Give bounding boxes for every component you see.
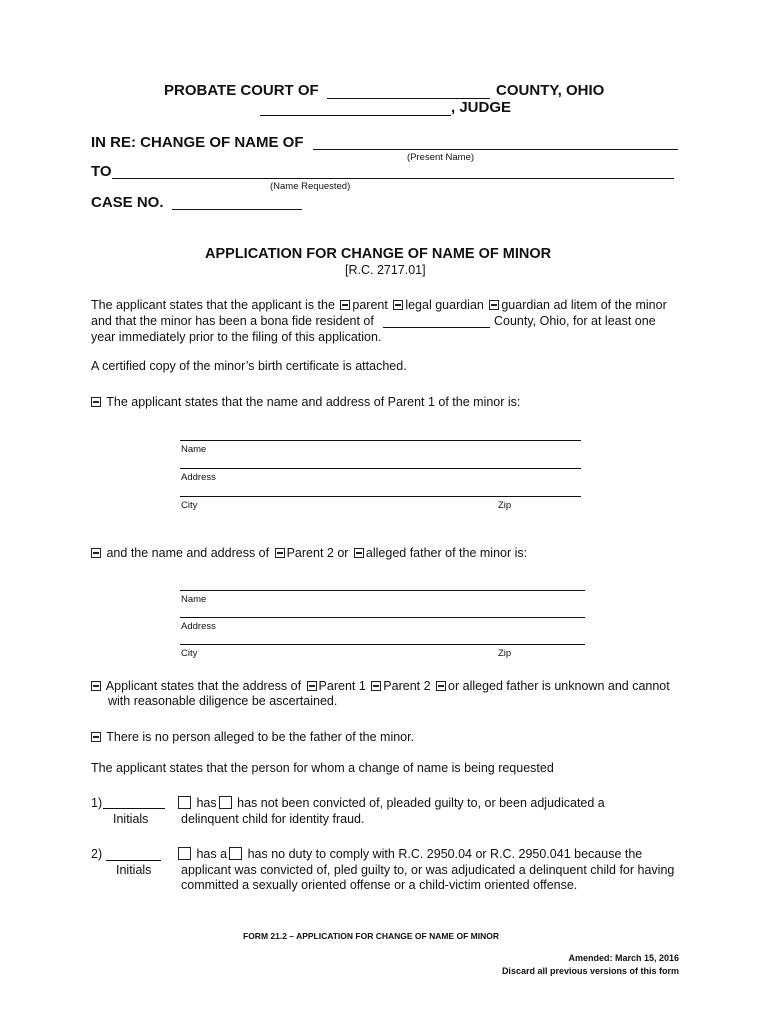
case-number-field[interactable] (172, 209, 302, 210)
item1-text-line-1: has not been convicted of, pleaded guilty to, or been adjudicated a (237, 796, 605, 810)
form-title: APPLICATION FOR CHANGE OF NAME OF MINOR (205, 246, 552, 262)
item1-row (176, 796, 605, 810)
item2-has-label: has a (196, 847, 228, 861)
unknown-alleged-father-checkbox[interactable] (436, 681, 446, 691)
item2-text-line-1: has no duty to comply with R.C. 2950.04 or R.C. 2950.041 because the (247, 847, 643, 861)
parent1-zip-label: Zip (498, 500, 512, 511)
item2-initials-field[interactable] (106, 860, 161, 861)
parent2-statement-row (89, 546, 527, 560)
unknown-parent1-checkbox[interactable] (307, 681, 317, 691)
parent2-name-label: Name (181, 594, 207, 605)
parent1-statement: The applicant states that the name and address of Parent 1 of the minor is: (106, 395, 521, 409)
unknown-address-checkbox[interactable] (91, 681, 101, 691)
parent2-zip-label: Zip (498, 648, 512, 659)
item1-initials-label: Initials (113, 812, 149, 826)
resident-county-field[interactable] (383, 327, 490, 328)
judge-suffix: , JUDGE (451, 99, 512, 116)
parent2-address-field[interactable] (180, 617, 585, 618)
item2-has-no-duty-checkbox[interactable] (229, 847, 242, 860)
parent2-name-field[interactable] (180, 590, 585, 591)
item2-text-line-3: committed a sexually oriented offense or a child-victim oriented offense. (181, 878, 578, 892)
parent1-city-label: City (181, 500, 198, 511)
court-suffix: COUNTY, OHIO (496, 82, 605, 99)
no-father-text: There is no person alleged to be the father of the minor. (106, 730, 415, 744)
unknown-address-row (89, 679, 670, 693)
intro-line-2b: County, Ohio, for at least one (494, 314, 656, 328)
court-prefix: PROBATE COURT OF (164, 82, 319, 99)
unknown-alleged-father-label: or alleged father is unknown and cannot (448, 679, 670, 693)
requested-intro: The applicant states that the person for whom a change of name is being requested (91, 761, 554, 775)
item1-number: 1) (91, 796, 103, 810)
requested-name-field[interactable] (112, 178, 674, 179)
parent1-statement-row (89, 395, 520, 409)
footer-discard: Discard all previous versions of this form (501, 966, 679, 976)
no-father-row (89, 730, 414, 744)
item1-has-label: has (196, 796, 217, 810)
unknown-parent2-label: Parent 2 (383, 679, 431, 693)
parent-checkbox[interactable] (340, 300, 350, 310)
birth-certificate-statement: A certified copy of the minor’s birth certificate is attached. (91, 359, 407, 373)
no-father-checkbox[interactable] (91, 732, 101, 742)
footer-form-title: FORM 21.2 – APPLICATION FOR CHANGE OF NAME OF MINOR (243, 931, 499, 941)
parent2-section-checkbox[interactable] (91, 548, 101, 558)
parent1-address-field[interactable] (180, 468, 581, 469)
judge-name-field[interactable] (260, 115, 451, 116)
name-requested-caption: (Name Requested) (270, 181, 351, 192)
parent2-option-label: Parent 2 or (286, 546, 349, 560)
footer-amended: Amended: March 15, 2016 (568, 953, 679, 963)
intro-text: The applicant states that the applicant is the (91, 298, 335, 312)
unknown-parent1-label: Parent 1 (318, 679, 366, 693)
intro-line-3: year immediately prior to the filing of this application. (91, 330, 382, 344)
in-re-label: IN RE: CHANGE OF NAME OF (91, 134, 304, 151)
guardian-ad-litem-option-label: guardian ad litem of the minor (501, 298, 667, 312)
item2-initials-label: Initials (116, 863, 152, 877)
parent1-address-label: Address (181, 472, 216, 483)
item2-text-line-2: applicant was convicted of, pled guilty to, or was adjudicated a delinquent child for having (181, 863, 675, 877)
parent2-city-zip-field[interactable] (180, 644, 585, 645)
legal-guardian-checkbox[interactable] (393, 300, 403, 310)
parent-option-label: parent (352, 298, 388, 312)
alleged-father-checkbox[interactable] (354, 548, 364, 558)
parent2-checkbox[interactable] (275, 548, 285, 558)
parent1-checkbox[interactable] (91, 397, 101, 407)
item2-row (176, 847, 642, 861)
item1-initials-field[interactable] (103, 808, 165, 809)
item1-text-line-2: delinquent child for identity fraud. (181, 812, 365, 826)
parent1-name-field[interactable] (180, 440, 581, 441)
guardian-ad-litem-checkbox[interactable] (489, 300, 499, 310)
unknown-address-line-2: with reasonable diligence be ascertained. (108, 694, 338, 708)
parent2-city-label: City (181, 648, 198, 659)
item2-has-checkbox[interactable] (178, 847, 191, 860)
parent2-statement: and the name and address of (106, 546, 270, 560)
intro-line-1 (91, 298, 667, 312)
item1-has-not-checkbox[interactable] (219, 796, 232, 809)
present-name-field[interactable] (313, 149, 678, 150)
present-name-caption: (Present Name) (407, 152, 475, 163)
to-label: TO (91, 163, 112, 180)
statute-ref: [R.C. 2717.01] (345, 263, 426, 277)
alleged-father-option-label: alleged father of the minor is: (365, 546, 528, 560)
item1-has-checkbox[interactable] (178, 796, 191, 809)
parent1-name-label: Name (181, 444, 207, 455)
case-no-label: CASE NO. (91, 194, 164, 211)
item2-number: 2) (91, 847, 103, 861)
unknown-parent2-checkbox[interactable] (371, 681, 381, 691)
legal-guardian-option-label: legal guardian (405, 298, 484, 312)
parent1-city-zip-field[interactable] (180, 496, 581, 497)
intro-line-2a: and that the minor has been a bona fide resident of (91, 314, 374, 328)
unknown-address-text: Applicant states that the address of (105, 679, 302, 693)
parent2-address-label: Address (181, 621, 216, 632)
